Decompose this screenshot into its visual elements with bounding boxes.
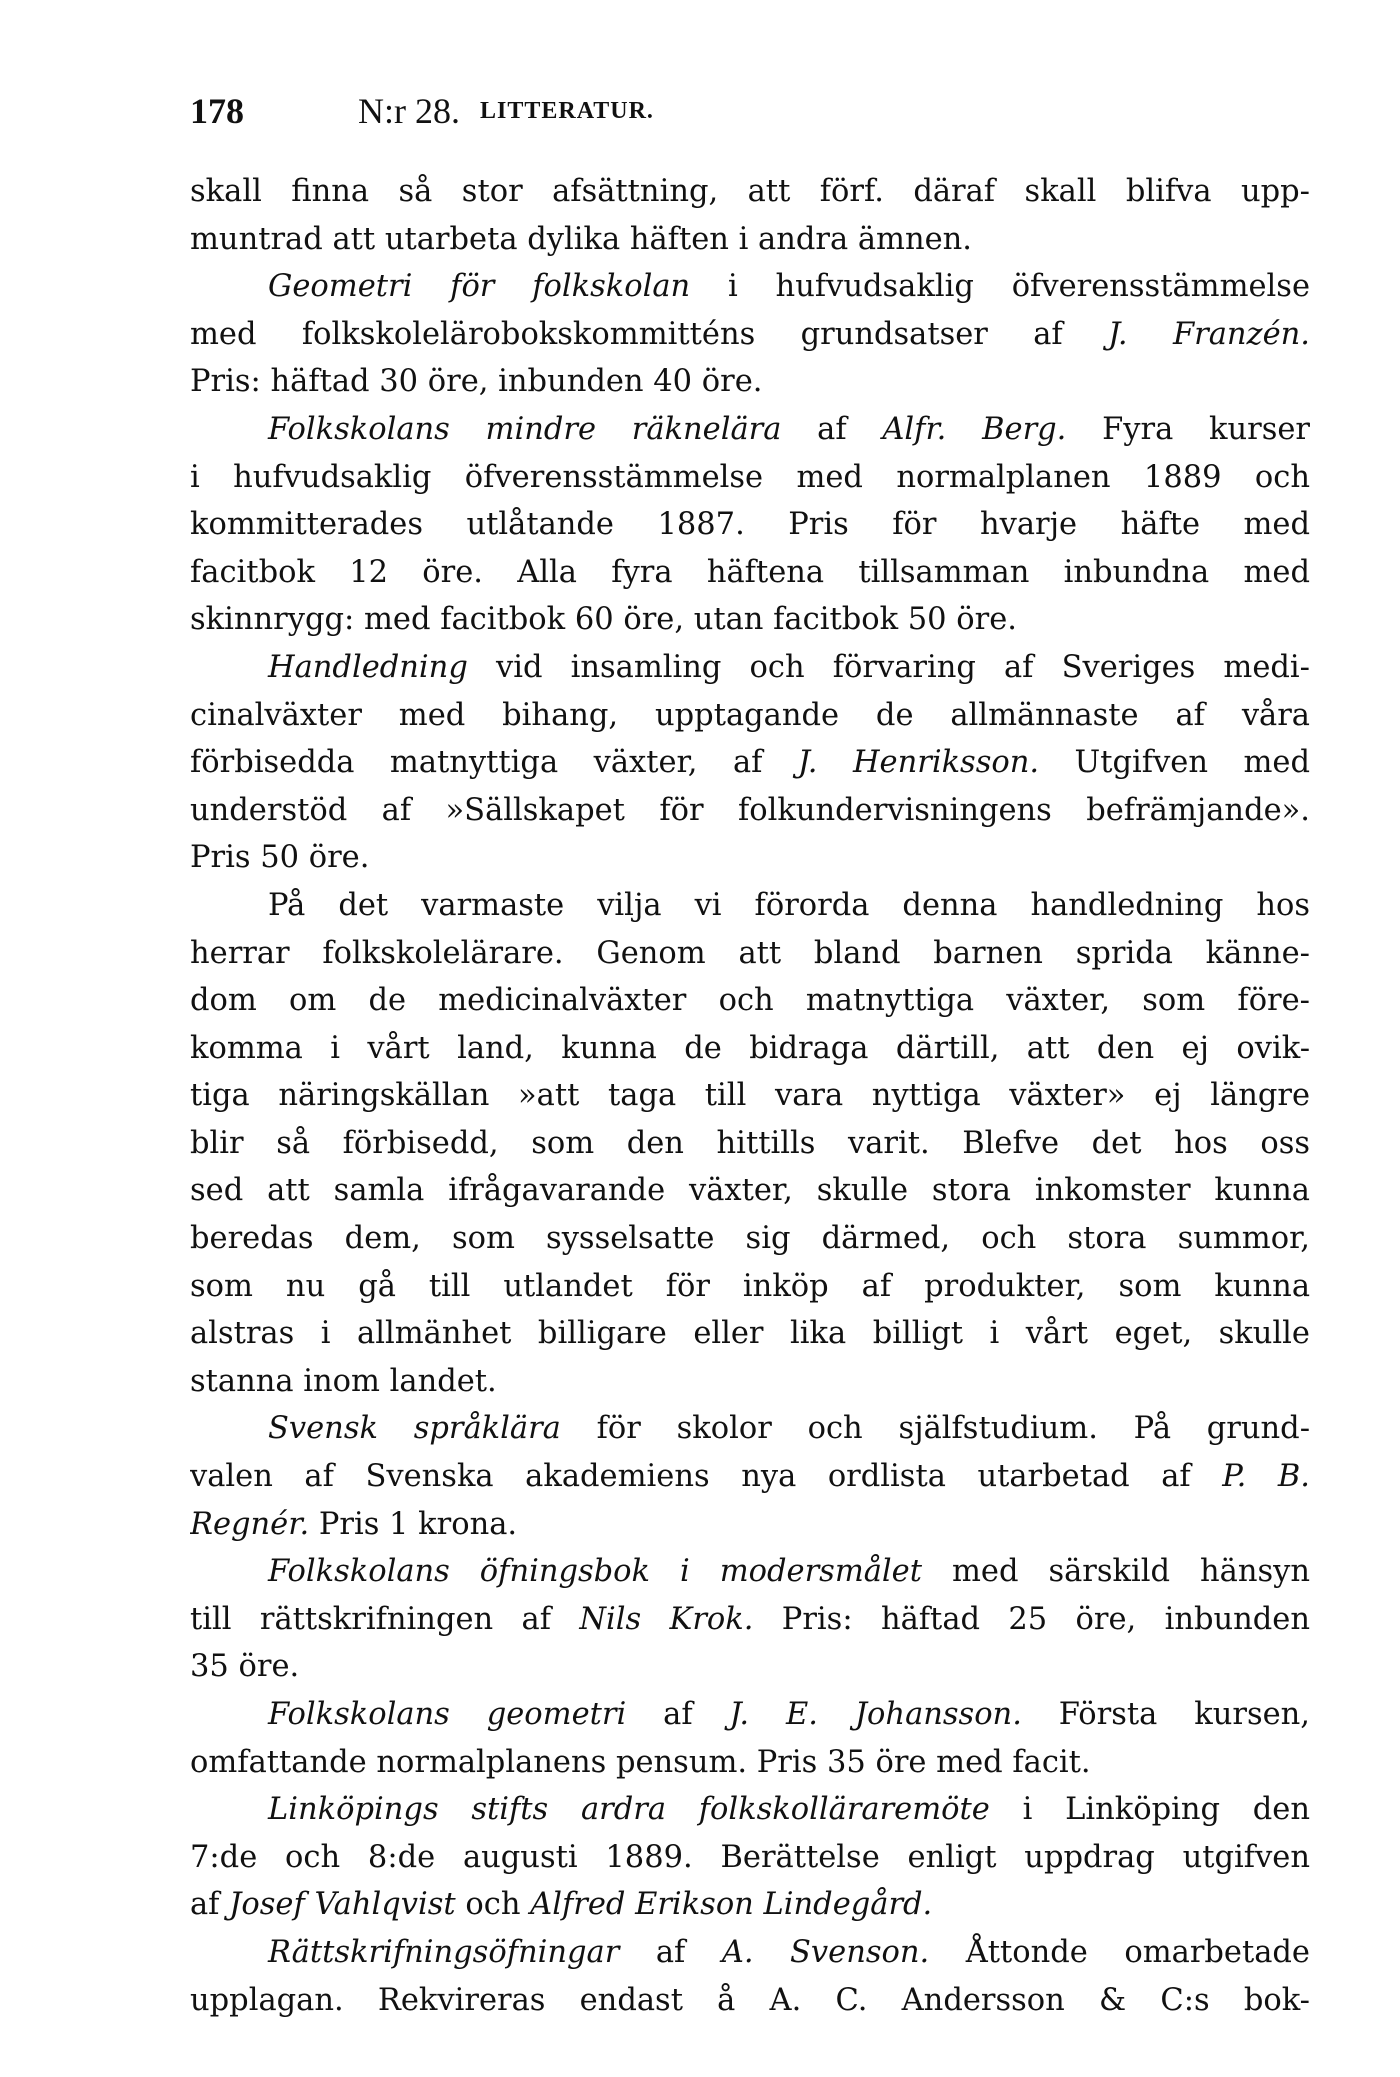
- text-segment: skall finna så stor afsättning, att förf. däraf skall blifva upp-: [190, 174, 1310, 209]
- italic-title: Josef Vahlqvist: [229, 1887, 456, 1923]
- text-segment: På det varmaste vilja vi förorda denna handledning hos: [268, 887, 1310, 923]
- text-segment: understöd af »Sällskapet för folkundervisningens befrämjande».: [190, 792, 1310, 828]
- text-segment: i hufvudsaklig öfverensstämmelse: [690, 269, 1310, 305]
- text-line: [190, 549, 1310, 597]
- text-segment: sed att samla ifrågavarande växter, skulle stora inkomster kunna: [190, 1173, 1310, 1209]
- text-segment: alstras i allmänhet billigare eller lika billigt i vårt eget, skulle: [190, 1316, 1310, 1352]
- italic-title: P. B.: [1222, 1459, 1310, 1495]
- text-line: [190, 1025, 1310, 1073]
- italic-title: Regnér.: [190, 1506, 310, 1542]
- text-segment: komma i vårt land, kunna de bidraga därtill, att den ej ovik-: [190, 1030, 1310, 1066]
- text-line: [190, 1120, 1310, 1168]
- text-segment: af: [619, 1934, 722, 1970]
- italic-title: Linköpings stifts ardra folkskolläraremöte: [268, 1792, 990, 1828]
- text-segment: valen af Svenska akademiens nya ordlista utarbetad af: [190, 1459, 1223, 1495]
- text-segment: facitbok 12 öre. Alla fyra häftena tillsamman inbundna med: [190, 554, 1310, 590]
- text-line: [190, 739, 1310, 787]
- text-line: [190, 1501, 1310, 1549]
- text-segment: Utgifven med: [1039, 745, 1310, 781]
- italic-title: Geometri för folkskolan: [268, 269, 691, 305]
- text-line: [190, 1739, 1310, 1787]
- italic-title: Nils Krok.: [579, 1601, 754, 1637]
- text-line: [190, 692, 1310, 740]
- issue-number: N:r 28.: [358, 91, 460, 131]
- italic-title: Alfred Erikson Lindegård.: [530, 1887, 933, 1923]
- text-line: [190, 1929, 1310, 1977]
- italic-title: J. Franzén.: [1108, 316, 1310, 352]
- text-line: [190, 1405, 1310, 1453]
- text-line: [190, 1881, 1310, 1929]
- text-line: [190, 1310, 1310, 1358]
- text-segment: med särskild hänsyn: [922, 1554, 1310, 1590]
- text-line: [190, 406, 1310, 454]
- italic-title: Folkskolans geometri: [268, 1697, 627, 1732]
- text-line: [190, 168, 1310, 216]
- text-line: [190, 834, 1310, 882]
- text-line: [190, 1548, 1310, 1596]
- text-segment: muntrad att utarbeta dylika häften i andra ämnen.: [190, 221, 972, 257]
- text-segment: Pris: häftad 30 öre, inbunden 40 öre.: [190, 364, 763, 400]
- text-line: [190, 644, 1310, 692]
- text-segment: Fyra kurser: [1066, 411, 1310, 447]
- text-segment: Åttonde omarbetade: [929, 1934, 1310, 1970]
- text-segment: kommitterades utlåtande 1887. Pris för hvarje häfte med: [190, 507, 1310, 543]
- text-line: [190, 882, 1310, 930]
- text-line: [190, 1215, 1310, 1263]
- text-segment: 7:de och 8:de augusti 1889. Berättelse enligt uppdrag utgifven: [190, 1839, 1310, 1875]
- text-segment: upplagan. Rekvireras endast å A. C. Andersson & C:s bok-: [190, 1982, 1310, 2018]
- italic-title: J. E. Johansson.: [729, 1697, 1022, 1732]
- text-line: [190, 216, 1310, 264]
- text-segment: som nu gå till utlandet för inköp af produkter, som kunna: [190, 1268, 1310, 1304]
- text-line: [190, 454, 1310, 502]
- text-line: [190, 977, 1310, 1025]
- text-segment: af: [626, 1697, 730, 1732]
- text-segment: i Linköping den: [989, 1792, 1310, 1828]
- text-line: [190, 930, 1310, 978]
- text-line: [190, 1977, 1310, 2025]
- text-line: [190, 1786, 1310, 1834]
- text-segment: Pris 1 krona.: [309, 1506, 518, 1542]
- text-line: [190, 1072, 1310, 1120]
- text-line: [190, 1834, 1310, 1882]
- italic-title: Svensk språklära: [268, 1411, 561, 1447]
- italic-title: A. Svenson.: [721, 1934, 930, 1970]
- italic-title: Handledning: [268, 649, 468, 685]
- text-segment: i hufvudsaklig öfverensstämmelse med normalplanen 1889 och: [190, 459, 1310, 495]
- text-line: [190, 787, 1310, 835]
- text-segment: skinnrygg: med facitbok 60 öre, utan facitbok 50 öre.: [190, 602, 1017, 638]
- text-segment: med folkskolelärobokskommitténs grundsatser af: [190, 316, 1109, 352]
- text-line: [190, 263, 1310, 311]
- text-line: [190, 1453, 1310, 1501]
- text-line: [190, 596, 1310, 644]
- text-segment: cinalväxter med bihang, upptagande de allmännaste af våra: [190, 697, 1310, 733]
- page-number: 178: [190, 91, 244, 131]
- text-segment: dom om de medicinalväxter och matnyttiga växter, som före-: [190, 983, 1310, 1019]
- text-segment: till rättskrifningen af: [190, 1601, 580, 1637]
- text-segment: Pris 50 öre.: [190, 840, 370, 876]
- italic-title: Folkskolans öfningsbok i modersmålet: [268, 1554, 922, 1590]
- italic-title: Alfr. Berg.: [882, 411, 1067, 447]
- italic-title: Folkskolans mindre räknelära: [268, 411, 782, 447]
- italic-title: J. Henriksson.: [797, 745, 1040, 781]
- text-segment: Första kursen,: [1021, 1697, 1310, 1732]
- text-segment: stanna inom landet.: [190, 1363, 497, 1399]
- italic-title: Rättskrifningsöfningar: [268, 1934, 620, 1970]
- text-line: [190, 311, 1310, 359]
- text-segment: Pris: häftad 25 öre, inbunden: [753, 1601, 1310, 1637]
- text-line: [190, 1167, 1310, 1215]
- text-segment: för skolor och själfstudium. På grund-: [560, 1411, 1310, 1447]
- text-line: [190, 1263, 1310, 1311]
- text-segment: omfattande normalplanens pensum. Pris 35 öre med facit.: [190, 1744, 1091, 1780]
- running-header: [190, 86, 1340, 136]
- text-line: [190, 501, 1310, 549]
- text-line: [190, 1691, 1310, 1739]
- text-segment: af: [781, 411, 883, 447]
- text-line: [190, 1643, 1310, 1691]
- text-segment: vid insamling och förvaring af Sveriges medi-: [467, 649, 1310, 685]
- text-segment: 35 öre.: [190, 1649, 300, 1685]
- text-line: [190, 1358, 1310, 1406]
- body-text: [190, 168, 1310, 2024]
- text-line: [190, 1596, 1310, 1644]
- text-segment: beredas dem, som sysselsatte sig därmed, och stora summor,: [190, 1221, 1310, 1257]
- text-segment: blir så förbisedd, som den hittills varit. Blefve det hos oss: [190, 1125, 1310, 1161]
- text-segment: af: [190, 1887, 230, 1923]
- text-line: [190, 358, 1310, 406]
- text-segment: förbisedda matnyttiga växter, af: [190, 745, 798, 781]
- text-segment: och: [455, 1887, 531, 1923]
- text-segment: herrar folkskolelärare. Genom att bland barnen sprida känne-: [190, 935, 1310, 971]
- section-title: LITTERATUR.: [480, 98, 654, 124]
- text-segment: tiga näringskällan »att taga till vara nyttiga växter» ej längre: [190, 1078, 1310, 1114]
